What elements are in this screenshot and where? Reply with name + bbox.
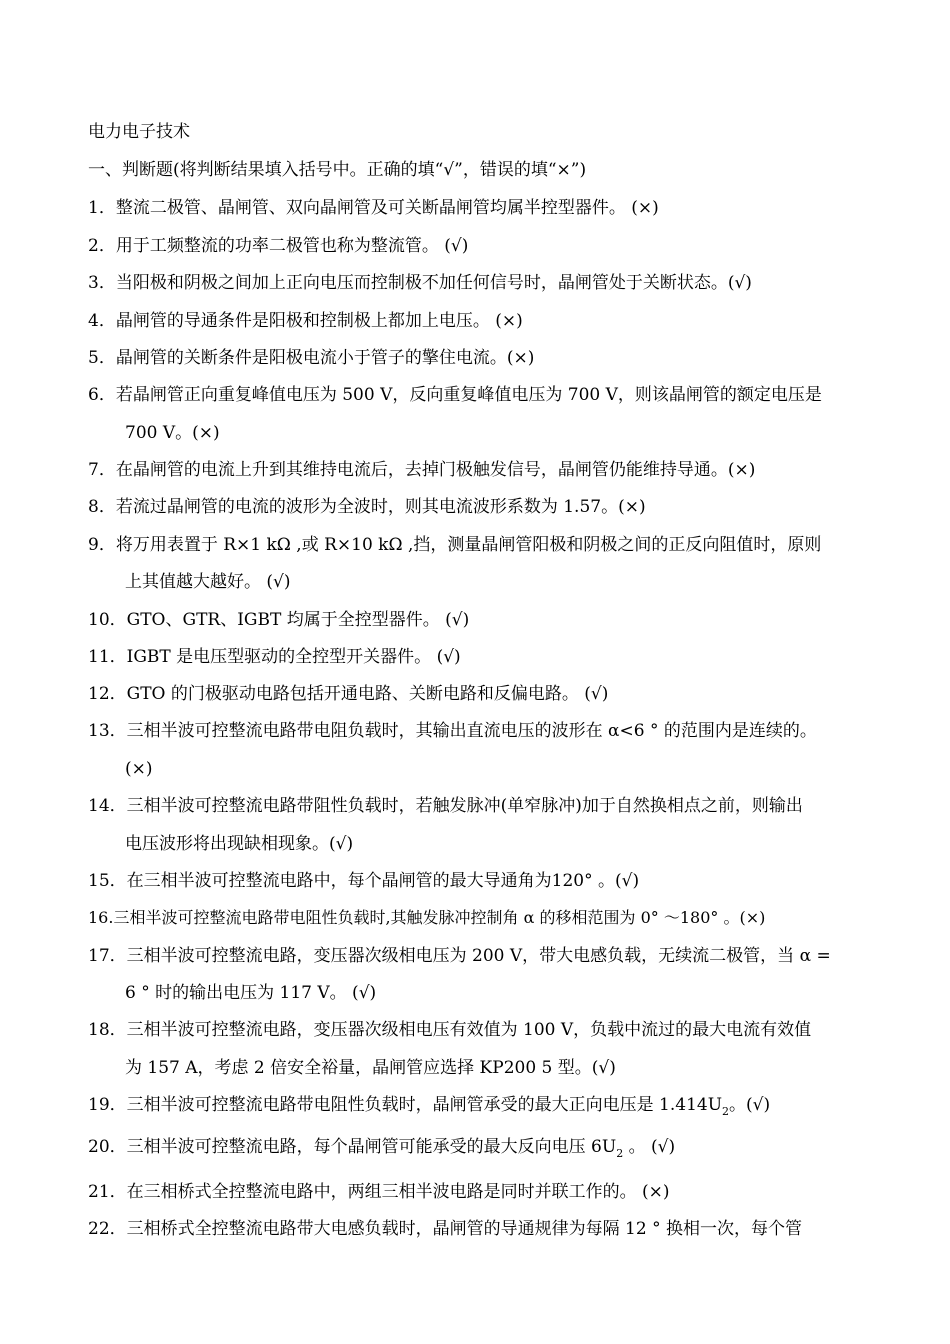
list-item: 4．晶闸管的导通条件是阳极和控制极上都加上电压。 (×) [88,311,523,331]
list-item: 1．整流二极管、晶闸管、双向晶闸管及可关断晶闸管均属半控型器件。 (×) [88,198,659,218]
list-item: 18．三相半波可控整流电路，变压器次级相电压有效值为 100 V，负载中流过的最大电流有效值 [88,1020,812,1040]
list-item: 7．在晶闸管的电流上升到其维持电流后，去掉门极触发信号，晶闸管仍能维持导通。(×) [88,460,756,480]
subscript: 2 [616,1147,624,1160]
list-item: 10．GTO、GTR、IGBT 均属于全控型器件。 (√) [88,610,470,630]
list-item-continuation: 700 V。(×) [125,423,220,443]
list-item: 3．当阳极和阴极之间加上正向电压而控制极不加任何信号时，晶闸管处于关断状态。(√) [88,273,752,293]
list-item: 22．三相桥式全控整流电路带大电感负载时，晶闸管的导通规律为每隔 12 ° 换相一次，每个管 [88,1219,802,1239]
list-item: 21．在三相桥式全控整流电路中，两组三相半波电路是同时并联工作的。 (×) [88,1182,670,1202]
list-item-continuation: 电压波形将出现缺相现象。(√) [125,834,354,854]
list-item-continuation: 为 157 A，考虑 2 倍安全裕量，晶闸管应选择 KP200 5 型。(√) [125,1058,616,1078]
list-item: 6．若晶闸管正向重复峰值电压为 500 V，反向重复峰值电压为 700 V，则该晶闸管的额定电压是 [88,385,822,405]
list-item: 17．三相半波可控整流电路，变压器次级相电压为 200 V，带大电感负载，无续流二极管，当 α = [88,946,831,966]
list-item: 11．IGBT 是电压型驱动的全控型开关器件。 (√) [88,647,461,667]
list-item: 12．GTO 的门极驱动电路包括开通电路、关断电路和反偏电路。 (√) [88,684,609,704]
list-item: 13．三相半波可控整流电路带电阻负载时，其输出直流电压的波形在 α<6 ° 的范围内是连续的。 [88,721,817,741]
list-item-continuation: 6 ° 时的输出电压为 117 V。 (√) [125,983,377,1003]
list-item: 5．晶闸管的关断条件是阳极电流小于管子的擎住电流。(×) [88,348,535,368]
list-item-continuation: 上其值越大越好。 (√) [125,572,291,592]
section-heading: 一、判断题(将判断结果填入括号中。正确的填“√”，错误的填“×”) [88,160,587,180]
doc-title: 电力电子技术 [88,122,190,142]
list-item: 2．用于工频整流的功率二极管也称为整流管。 (√) [88,236,469,256]
list-item: 20．三相半波可控整流电路，每个晶闸管可能承受的最大反向电压 $6U_2$ 。 (√) [88,1137,676,1160]
list-item: 15．在三相半波可控整流电路中，每个晶闸管的最大导通角为120° 。(√) [88,871,640,891]
list-item: 14．三相半波可控整流电路带阻性负载时，若触发脉冲(单窄脉冲)加于自然换相点之前，则输出 [88,796,803,816]
list-item: 16.三相半波可控整流电路带电阻性负载时,其触发脉冲控制角 α 的移相范围为 0° ～180° 。(×) [88,908,766,927]
list-item: 8．若流过晶闸管的电流的波形为全波时，则其电流波形系数为 1.57。(×) [88,497,646,517]
list-item: 19．三相半波可控整流电路带电阻性负载时，晶闸管承受的最大正向电压是 $1.414U_2$。(√) [88,1095,771,1118]
list-item: 9．将万用表置于 R×1 kΩ ,或 R×10 kΩ ,挡，测量晶闸管阳极和阴极之间的正反向阻值时，原则 [88,535,822,555]
subscript: 2 [722,1105,730,1118]
list-item-continuation: (×) [125,759,153,779]
